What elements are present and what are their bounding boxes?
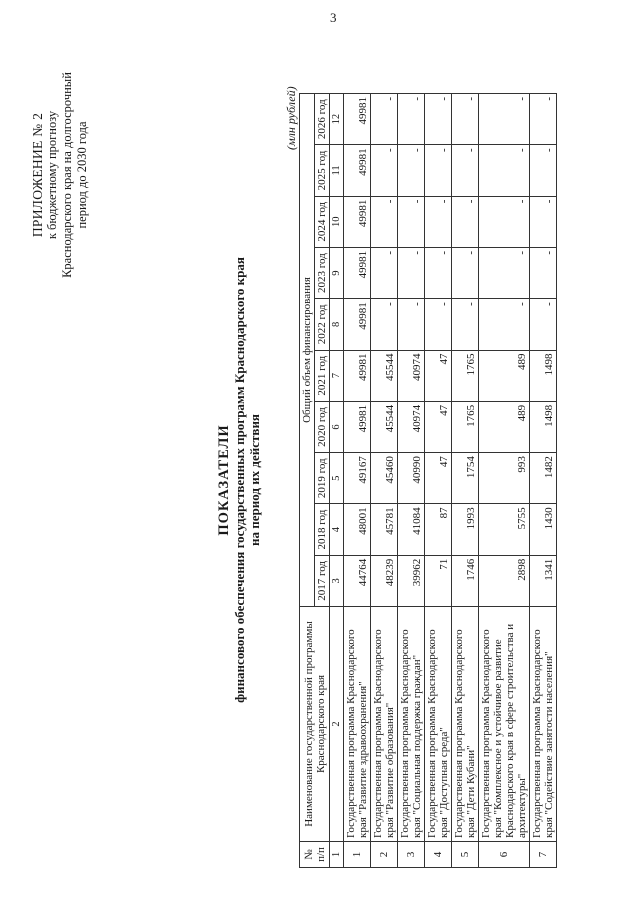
financing-value: -: [425, 247, 452, 298]
header-program-name: Наименование государственной программы Краснодарского края: [300, 607, 330, 842]
row-number: 3: [398, 842, 425, 868]
financing-value: -: [530, 247, 557, 298]
financing-value: -: [371, 299, 398, 350]
appendix-title: ПРИЛОЖЕНИЕ № 2: [30, 112, 45, 238]
table-row: [479, 94, 530, 868]
header-year: 2024 год: [315, 196, 330, 247]
financing-value: -: [479, 94, 530, 145]
financing-value: -: [398, 145, 425, 196]
header-year: 2021 год: [315, 350, 330, 401]
financing-value: 45544: [371, 401, 398, 452]
appendix-line-2: Краснодарского края на долгосрочный: [60, 72, 74, 278]
program-name: Государственная программа Краснодарского края "Развитие образования": [371, 607, 398, 842]
financing-value: 40974: [398, 350, 425, 401]
financing-value: 2898: [479, 555, 530, 606]
heading-title: ПОКАЗАТЕЛИ: [216, 424, 232, 536]
financing-value: -: [371, 145, 398, 196]
column-index: 12: [330, 94, 344, 145]
column-index: 4: [330, 504, 344, 555]
financing-value: 1765: [452, 401, 479, 452]
financing-value: 1498: [530, 350, 557, 401]
column-index: 2: [330, 607, 344, 842]
financing-value: 47: [425, 350, 452, 401]
financing-value: 1498: [530, 401, 557, 452]
financing-value: 1746: [452, 555, 479, 606]
financing-value: 1482: [530, 453, 557, 504]
header-year: 2022 год: [315, 299, 330, 350]
financing-value: 41084: [398, 504, 425, 555]
financing-value: -: [479, 299, 530, 350]
financing-value: 49981: [344, 247, 371, 298]
financing-value: 47: [425, 453, 452, 504]
header-total-financing: Общий объем финансирования: [300, 94, 315, 607]
program-name: Государственная программа Краснодарского края "Социальная поддержка граждан": [398, 607, 425, 842]
header-year: 2025 год: [315, 145, 330, 196]
financing-value: -: [530, 94, 557, 145]
financing-value: -: [479, 247, 530, 298]
table-row: [452, 94, 479, 868]
header-number: № п/п: [300, 842, 330, 868]
financing-value: -: [425, 196, 452, 247]
column-index: 6: [330, 401, 344, 452]
column-index: 7: [330, 350, 344, 401]
financing-value: 71: [425, 555, 452, 606]
financing-value: -: [479, 196, 530, 247]
heading-line-2: на период их действия: [247, 414, 262, 546]
financing-value: 48001: [344, 504, 371, 555]
header-year: 2018 год: [315, 504, 330, 555]
financing-value: 45460: [371, 453, 398, 504]
financing-value: 49981: [344, 299, 371, 350]
column-index: 11: [330, 145, 344, 196]
financing-value: -: [452, 196, 479, 247]
column-index: 8: [330, 299, 344, 350]
column-index: 5: [330, 453, 344, 504]
table-row: [425, 94, 452, 868]
financing-value: -: [398, 299, 425, 350]
header-year: 2019 год: [315, 453, 330, 504]
row-number: 5: [452, 842, 479, 868]
financing-value: 45544: [371, 350, 398, 401]
column-index: 10: [330, 196, 344, 247]
program-name: Государственная программа Краснодарского края "Комплексное и устойчивое развитие Краснодарского края в сфере строительства и архитектуры": [479, 607, 530, 842]
appendix-line-1: к бюджетному прогнозу: [45, 110, 59, 240]
financing-value: 40990: [398, 453, 425, 504]
financing-value: -: [452, 94, 479, 145]
financing-value: -: [530, 299, 557, 350]
financing-value: 48239: [371, 555, 398, 606]
header-year: 2017 год: [315, 555, 330, 606]
financing-value: -: [452, 145, 479, 196]
financing-value: 49981: [344, 196, 371, 247]
financing-value: -: [452, 247, 479, 298]
financing-value: 45781: [371, 504, 398, 555]
financing-value: 5755: [479, 504, 530, 555]
header-year: 2023 год: [315, 247, 330, 298]
table-body: [344, 94, 557, 868]
program-name: Государственная программа Краснодарского края "Доступная среда": [425, 607, 452, 842]
appendix-line-3: период до 2030 года: [75, 121, 89, 229]
financing-value: 1341: [530, 555, 557, 606]
financing-value: -: [530, 145, 557, 196]
financing-value: 1754: [452, 453, 479, 504]
financing-value: -: [479, 145, 530, 196]
financing-value: -: [425, 299, 452, 350]
financing-value: 49981: [344, 145, 371, 196]
financing-value: -: [425, 94, 452, 145]
financing-value: -: [398, 247, 425, 298]
financing-value: 49981: [344, 401, 371, 452]
table-row: [398, 94, 425, 868]
rotated-landscape-page: [22, 72, 622, 880]
document-heading: [217, 200, 262, 760]
financing-value: 993: [479, 453, 530, 504]
row-number: 6: [479, 842, 530, 868]
program-name: Государственная программа Краснодарского края "Развитие здравоохранения": [344, 607, 371, 842]
heading-line-1: финансового обеспечения государственных программ Краснодарского края: [232, 257, 247, 703]
financing-value: 1993: [452, 504, 479, 555]
financing-value: 87: [425, 504, 452, 555]
column-index-row: [330, 94, 344, 868]
financing-value: 49981: [344, 94, 371, 145]
financing-value: 1430: [530, 504, 557, 555]
financing-value: 40974: [398, 401, 425, 452]
table-row: [530, 94, 557, 868]
row-number: 7: [530, 842, 557, 868]
financing-value: 44764: [344, 555, 371, 606]
financing-value: -: [398, 94, 425, 145]
program-name: Государственная программа Краснодарского края "Дети Кубани": [452, 607, 479, 842]
financing-value: 1765: [452, 350, 479, 401]
page-number: 3: [330, 10, 337, 25]
financing-value: -: [452, 299, 479, 350]
appendix-block: [30, 60, 90, 290]
financing-value: 49167: [344, 453, 371, 504]
program-name: Государственная программа Краснодарского края "Содействие занятости населения": [530, 607, 557, 842]
table-row: [344, 94, 371, 868]
financing-value: 489: [479, 401, 530, 452]
column-index: 1: [330, 842, 344, 868]
financing-value: 39962: [398, 555, 425, 606]
row-number: 1: [344, 842, 371, 868]
financing-value: -: [371, 247, 398, 298]
financing-value: -: [371, 196, 398, 247]
financing-value: 47: [425, 401, 452, 452]
column-index: 3: [330, 555, 344, 606]
units-label: (млн рублей): [284, 86, 298, 150]
row-number: 2: [371, 842, 398, 868]
financing-value: -: [425, 145, 452, 196]
column-index: 9: [330, 247, 344, 298]
header-year: 2020 год: [315, 401, 330, 452]
header-year: 2026 год: [315, 94, 330, 145]
financing-value: -: [530, 196, 557, 247]
row-number: 4: [425, 842, 452, 868]
financing-value: 489: [479, 350, 530, 401]
financing-value: 49981: [344, 350, 371, 401]
financing-value: -: [398, 196, 425, 247]
financing-table: [299, 93, 557, 868]
table-row: [371, 94, 398, 868]
financing-value: -: [371, 94, 398, 145]
